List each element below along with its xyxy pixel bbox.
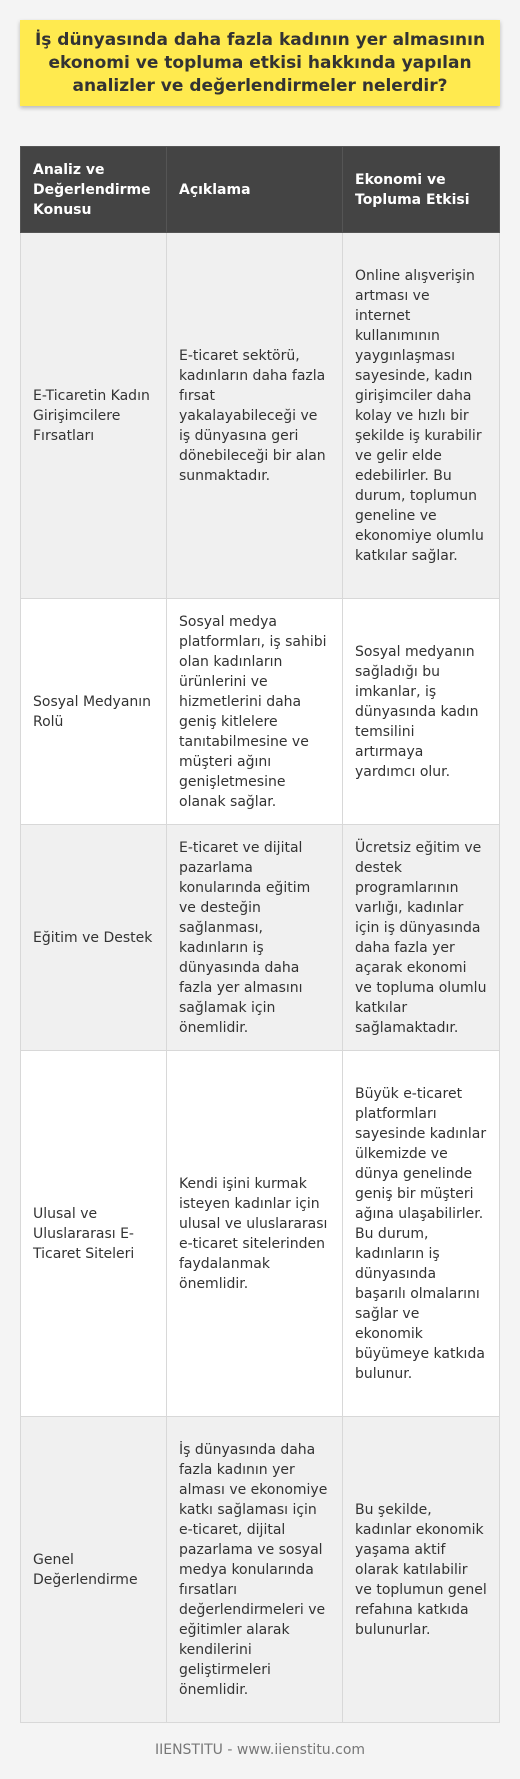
cell-impact: Ücretsiz eğitim ve destek programlarının varlığı, kadınlar için iş dünyasında daha fazla yer açarak ekonomi ve topluma olumlu katkılar sağlamaktadır.	[343, 825, 500, 1051]
cell-topic: Genel Değerlendirme	[21, 1417, 167, 1723]
cell-topic: Ulusal ve Uluslararası E-Ticaret Siteleri	[21, 1051, 167, 1417]
table-row	[21, 233, 500, 599]
table-row	[21, 1051, 500, 1417]
cell-description: Sosyal medya platformları, iş sahibi olan kadınların ürünlerini ve hizmetlerini daha geniş kitlelere tanıtabilmesine ve müşteri ağını genişletmesine olanak sağlar.	[167, 599, 343, 825]
column-header-impact: Ekonomi ve Topluma Etkisi	[343, 147, 500, 233]
column-header-description: Açıklama	[167, 147, 343, 233]
cell-description: İş dünyasında daha fazla kadının yer alması ve ekonomiye katkı sağlaması için e-ticaret, dijital pazarlama ve sosyal medya konularında fırsatları değerlendirmeleri ve eğitimler alarak kendilerini geliştirmeleri önemlidir.	[167, 1417, 343, 1723]
table-header-row	[21, 147, 500, 233]
footer-credit: IIENSTITU - www.iienstitu.com	[154, 1742, 366, 1758]
table-row	[21, 1417, 500, 1723]
cell-impact: Sosyal medyanın sağladığı bu imkanlar, iş dünyasında kadın temsilini artırmaya yardımcı olur.	[343, 599, 500, 825]
cell-topic: Eğitim ve Destek	[21, 825, 167, 1051]
cell-topic: Sosyal Medyanın Rolü	[21, 599, 167, 825]
cell-description: E-ticaret sektörü, kadınların daha fazla fırsat yakalayabileceği ve iş dünyasına geri dönebileceği bir alan sunmaktadır.	[167, 233, 343, 599]
cell-description: E-ticaret ve dijital pazarlama konularında eğitim ve desteğin sağlanması, kadınların iş dünyasında daha fazla yer almasını sağlamak için önemlidir.	[167, 825, 343, 1051]
title-banner	[20, 20, 500, 106]
table-row	[21, 599, 500, 825]
cell-impact: Büyük e-ticaret platformları sayesinde kadınlar ülkemizde ve dünya genelinde geniş bir müşteri ağına ulaşabilirler. Bu durum, kadınların iş dünyasında başarılı olmalarını sağlar ve ekonomik büyümeye katkıda bulunur.	[343, 1051, 500, 1417]
cell-topic: E-Ticaretin Kadın Girişimcilere Fırsatları	[21, 233, 167, 599]
cell-impact: Online alışverişin artması ve internet kullanımının yaygınlaşması sayesinde, kadın girişimciler daha kolay ve hızlı bir şekilde iş kurabilir ve gelir elde edebilirler. Bu durum, toplumun geneline ve ekonomiye olumlu katkılar sağlar.	[343, 233, 500, 599]
cell-description: Kendi işini kurmak isteyen kadınlar için ulusal ve uluslararası e-ticaret sitelerinden faydalanmak önemlidir.	[167, 1051, 343, 1417]
analysis-table	[20, 146, 500, 1723]
page-title: İş dünyasında daha fazla kadının yer almasının ekonomi ve topluma etkisi hakkında yapılan analizler ve değerlendirmeler nelerdir?	[34, 29, 486, 96]
cell-impact: Bu şekilde, kadınlar ekonomik yaşama aktif olarak katılabilir ve toplumun genel refahına katkıda bulunurlar.	[343, 1417, 500, 1723]
column-header-topic: Analiz ve Değerlendirme Konusu	[21, 147, 167, 233]
table-row	[21, 825, 500, 1051]
